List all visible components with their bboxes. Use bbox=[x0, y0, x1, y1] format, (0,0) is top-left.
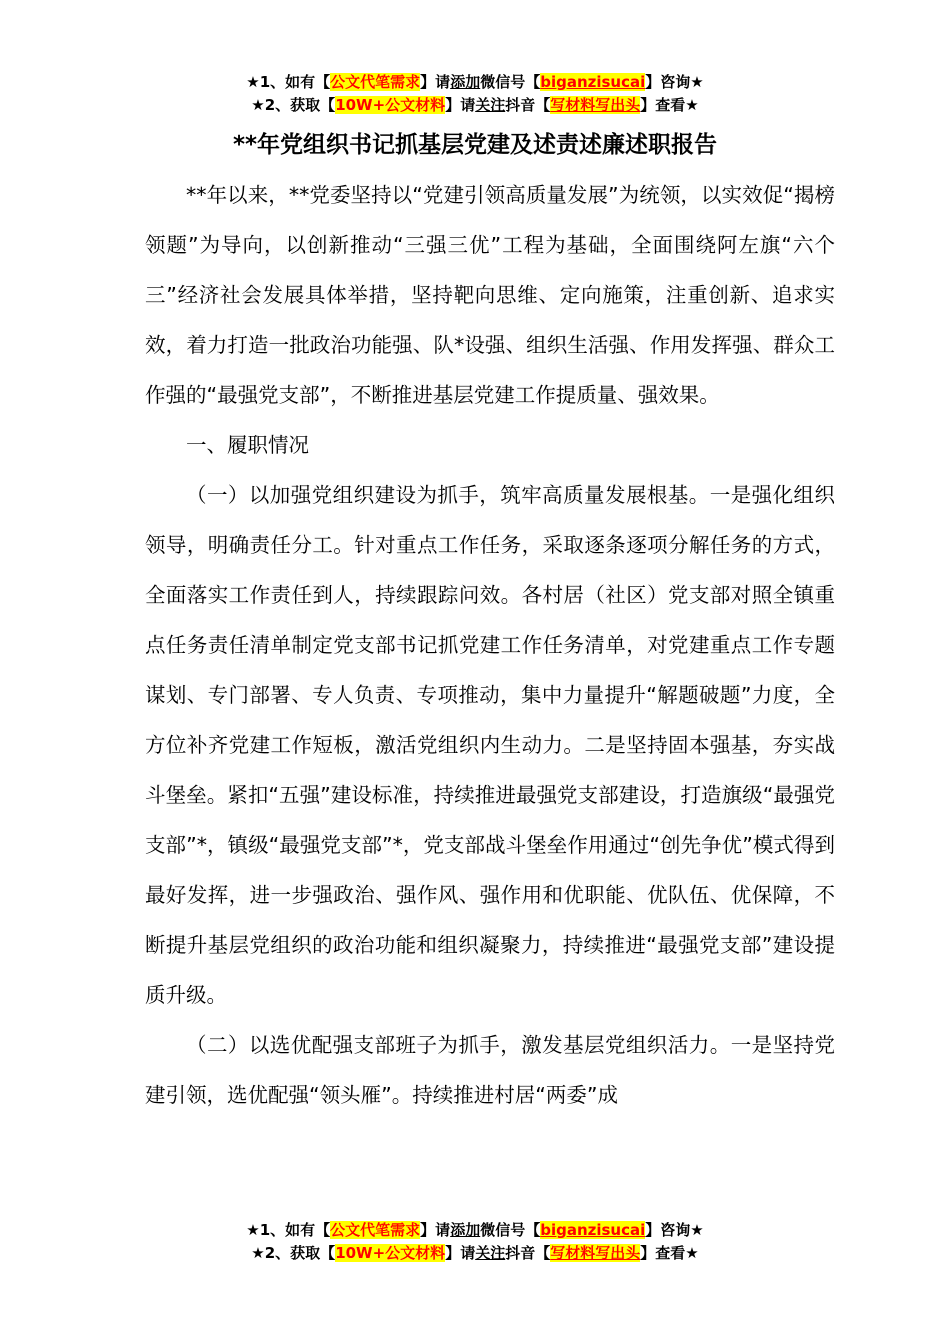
body-paragraph: （一）以加强党组织建设为抓手，筑牢高质量发展根基。一是强化组织领导，明确责任分工。针对重点工作任务，采取逐条逐项分解任务的方式，全面落实工作责任到人，持续跟踪问效。各村居（社区）党支部对照全镇重点任务责任清单制定党支部书记抓党建工作任务清单，对党建重点工作专题谋划、专门部署、专人负责、专项推动，集中力量提升“解题破题”力度，全方位补齐党建工作短板，激活党组织内生动力。二是坚持固本强基，夯实战斗堡垒。紧扣“五强”建设标准，持续推进最强党支部建设，打造旗级“最强党支部”*，镇级“最强党支部”*，党支部战斗堡垒作用通过“创先争优”模式得到最好发挥，进一步强政治、强作风、强作用和优职能、优队伍、优保障，不断提升基层党组织的政治功能和组织凝聚力，持续推进“最强党支部”建设提质升级。 bbox=[145, 483, 835, 1007]
douyin-id: 写材料写出头 bbox=[550, 96, 641, 114]
promo-text: ★2、获取【 bbox=[251, 1244, 336, 1262]
promo-text: 微信号【 bbox=[480, 1221, 541, 1239]
intro-paragraph: **年以来，**党委坚持以“党建引领高质量发展”为统领，以实效促“揭榜领题”为导向，以创新推动“三强三优”工程为基础，全面围绕阿左旗“六个三”经济社会发展具体举措，坚持靶向思维、定向施策，注重创新、追求实效，着力打造一批政治功能强、队*设强、组织生活强、作用发挥强、群众工作强的“最强党支部”，不断推进基层党建工作提质量、强效果。 bbox=[145, 183, 835, 407]
promo-line-1 bbox=[0, 71, 950, 94]
promo-text: 】查看★ bbox=[640, 96, 699, 114]
document-body bbox=[145, 170, 835, 1120]
body-paragraph: （二）以选优配强支部班子为抓手，激发基层党组织活力。一是坚持党建引领，选优配强“领头雁”。持续推进村居“两委”成 bbox=[145, 1033, 835, 1107]
promo-line-1 bbox=[0, 1219, 950, 1242]
promo-line-2 bbox=[0, 1242, 950, 1265]
promo-highlight: 10W+公文材料 bbox=[335, 96, 446, 114]
promo-text: 】咨询★ bbox=[645, 1221, 704, 1239]
wechat-id: biganzisucai bbox=[540, 1221, 646, 1239]
promo-text: 】请 bbox=[420, 73, 451, 91]
footer-promo-banner bbox=[0, 1219, 950, 1265]
section-heading: 一、履职情况 bbox=[186, 433, 309, 457]
promo-text: 】请 bbox=[420, 1221, 451, 1239]
promo-text: 抖音【 bbox=[505, 96, 551, 114]
promo-text: 微信号【 bbox=[480, 73, 541, 91]
promo-underlined: 添加 bbox=[450, 73, 481, 91]
promo-line-2 bbox=[0, 94, 950, 117]
promo-text: 】请 bbox=[445, 1244, 476, 1262]
wechat-id: biganzisucai bbox=[540, 73, 646, 91]
document-title: **年党组织书记抓基层党建及述责述廉述职报告 bbox=[232, 132, 718, 158]
promo-highlight: 公文代笔需求 bbox=[330, 73, 421, 91]
promo-text: 抖音【 bbox=[505, 1244, 551, 1262]
header-promo-banner bbox=[0, 71, 950, 117]
promo-highlight: 公文代笔需求 bbox=[330, 1221, 421, 1239]
promo-text: ★1、如有【 bbox=[246, 73, 331, 91]
promo-text: ★2、获取【 bbox=[251, 96, 336, 114]
promo-text: 】查看★ bbox=[640, 1244, 699, 1262]
promo-highlight: 10W+公文材料 bbox=[335, 1244, 446, 1262]
promo-underlined: 关注 bbox=[475, 1244, 506, 1262]
promo-text: 】请 bbox=[445, 96, 476, 114]
promo-text: ★1、如有【 bbox=[246, 1221, 331, 1239]
promo-underlined: 添加 bbox=[450, 1221, 481, 1239]
promo-text: 】咨询★ bbox=[645, 73, 704, 91]
promo-underlined: 关注 bbox=[475, 96, 506, 114]
douyin-id: 写材料写出头 bbox=[550, 1244, 641, 1262]
